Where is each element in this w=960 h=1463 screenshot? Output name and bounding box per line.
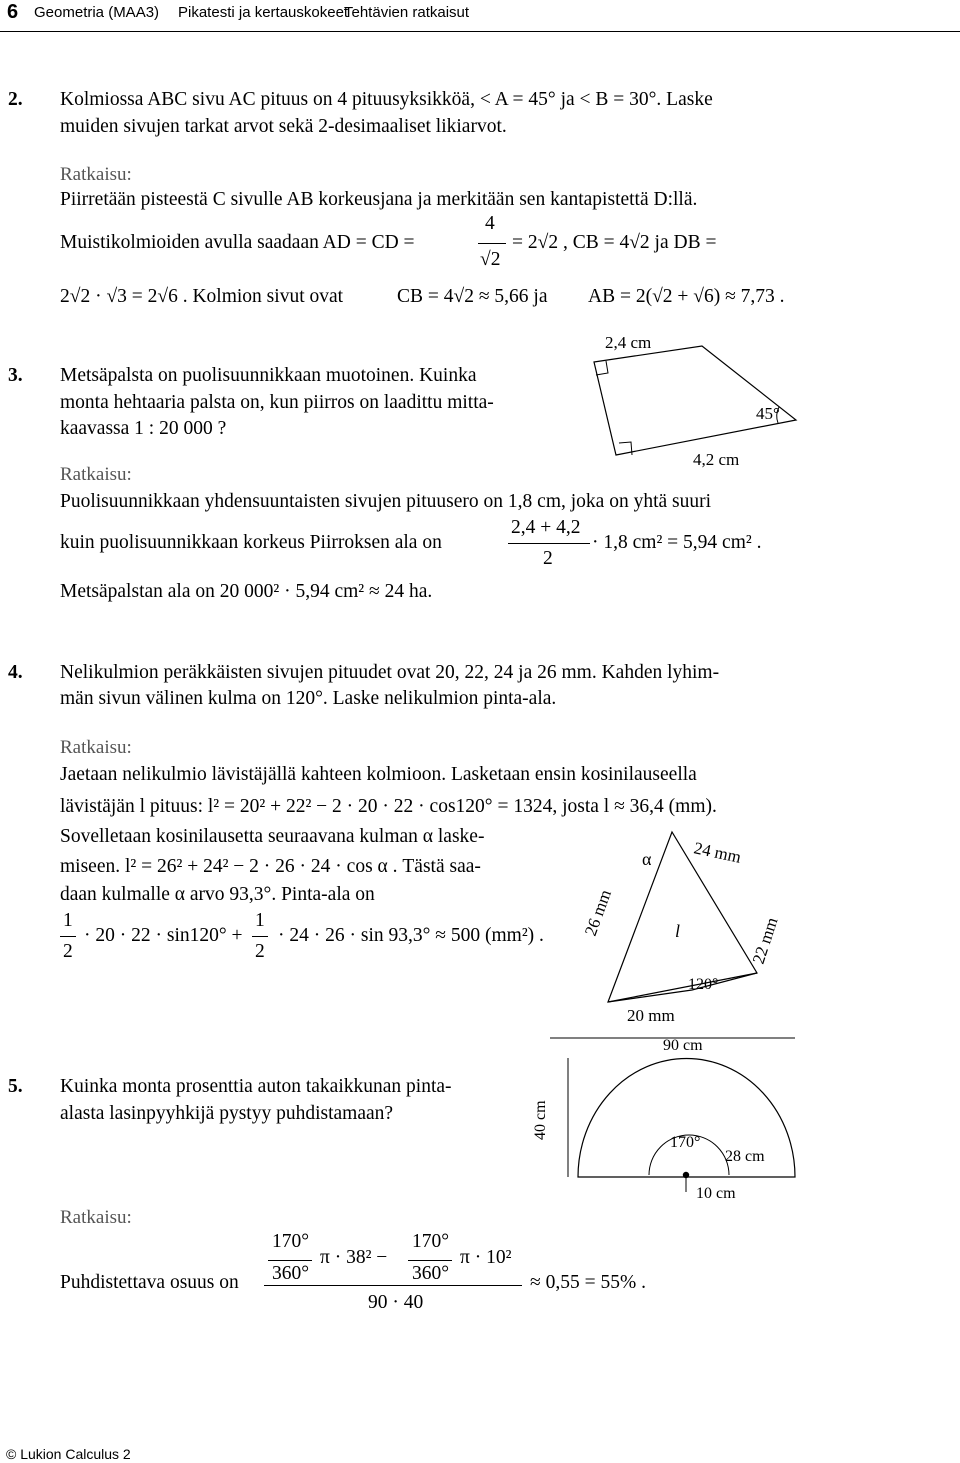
problem-5-main-bar xyxy=(264,1285,522,1286)
problem-4-line1: Nelikulmion peräkkäisten sivujen pituudet ovat 20, 22, 24 ja 26 mm. Kahden lyhim- xyxy=(60,662,720,683)
height-label: 40 cm xyxy=(532,1100,549,1140)
problem-5-pi2: π · 10² xyxy=(460,1247,512,1268)
problem-2-solution-2b: = 2√2 , CB = 4√2 ja DB = xyxy=(512,232,717,253)
wiper-angle-label: 170° xyxy=(670,1134,701,1151)
outer-radius-label: 28 cm xyxy=(725,1148,765,1165)
problem-3-solution-3: Metsäpalstan ala on 20 000² · 5,94 cm² ≈ 24 ha. xyxy=(60,581,433,602)
problem-2-line1: Kolmiossa ABC sivu AC pituus on 4 pituusyksikköä, < A = 45° ja < B = 30°. Laske xyxy=(60,89,713,110)
problem-2-frac-num: 4 xyxy=(485,213,495,234)
problem-2-solution-3b: CB = 4√2 ≈ 5,66 ja xyxy=(397,286,548,307)
alpha-label: α xyxy=(642,849,652,869)
problem-5-line2: alasta lasinpyyhkijä pystyy puhdistamaan? xyxy=(60,1103,394,1124)
problem-2-line2: muiden sivujen tarkat arvot sekä 2-desimaaliset likiarvot. xyxy=(60,116,507,137)
problem-2-number: 2. xyxy=(8,89,23,110)
problem-4-solution-1: Jaetaan nelikulmio lävistäjällä kahteen kolmioon. Lasketaan ensin kosinilauseella xyxy=(60,764,697,785)
problem-5-solution-prefix: Puhdistettava osuus on xyxy=(60,1272,239,1293)
problem-2-frac-bar xyxy=(478,243,506,244)
problem-4-solution-2: lävistäjän l pituus: l² = 20² + 22² − 2 · 20 · 22 · cos120° = 1324, josta l ≈ 36,4 (mm). xyxy=(60,796,717,817)
problem-3-line3: kaavassa 1 : 20 000 ? xyxy=(60,418,227,439)
footer-copyright: © Lukion Calculus 2 xyxy=(6,1446,131,1462)
problem-2-frac-den: √2 xyxy=(480,249,501,270)
problem-3-frac-bar xyxy=(508,543,590,544)
problem-4-half-den-1: 2 xyxy=(63,941,73,962)
problem-4-half-num-2: 1 xyxy=(255,910,265,931)
problem-3-solution-1: Puolisuunnikkaan yhdensuuntaisten sivujen pituusero on 1,8 cm, joka on yhtä suuri xyxy=(60,491,712,512)
side-right-label: 22 mm xyxy=(748,914,782,967)
wiper-figure xyxy=(520,1030,820,1215)
problem-3-line2: monta hehtaaria palsta on, kun piirros on laadittu mitta- xyxy=(60,392,494,413)
trapezoid-shape xyxy=(594,346,796,455)
problem-5-f2-den: 360° xyxy=(412,1263,450,1284)
problem-4-solution-5: daan kulmalle α arvo 93,3°. Pinta-ala on xyxy=(60,884,375,905)
page-number: 6 xyxy=(7,1,19,23)
problem-4-number: 4. xyxy=(8,662,23,683)
trapezoid-figure xyxy=(585,328,825,478)
header-course: Geometria (MAA3) xyxy=(34,4,160,21)
problem-3-line1: Metsäpalsta on puolisuunnikkaan muotoinen. Kuinka xyxy=(60,365,477,386)
problem-5-f2-num: 170° xyxy=(412,1231,450,1252)
problem-2-solution-3a: 2√2 · √3 = 2√6 . Kolmion sivut ovat xyxy=(60,286,344,307)
problem-4-half-bar-2 xyxy=(252,936,268,937)
problem-4-solution-3: Sovelletaan kosinilausetta seuraavana kulman α laske- xyxy=(60,826,485,847)
problem-5-number: 5. xyxy=(8,1076,23,1097)
problem-5-pi1: π · 38² − xyxy=(320,1247,388,1268)
problem-5-f2-bar xyxy=(408,1260,452,1261)
problem-5-line1: Kuinka monta prosenttia auton takaikkunan pinta- xyxy=(60,1076,452,1097)
problem-3-solution-2a: kuin puolisuunnikkaan korkeus Piirroksen ala on xyxy=(60,532,442,553)
header-rule xyxy=(0,31,960,32)
header-chapter: Tehtävien ratkaisut xyxy=(344,4,470,21)
problem-4-solution-6a: · 20 · 22 · sin120° + xyxy=(84,925,243,946)
width-label: 90 cm xyxy=(663,1037,703,1054)
problem-3-solution-2b: · 1,8 cm² = 5,94 cm² . xyxy=(592,532,762,553)
diagonal-label: l xyxy=(675,921,681,941)
problem-2-solution-3c: AB = 2(√2 + √6) ≈ 7,73 . xyxy=(588,286,785,307)
problem-2-solution-1: Piirretään pisteestä C sivulle AB korkeusjana ja merkitään sen kantapistettä D:llä. xyxy=(60,189,698,210)
problem-3-frac-den: 2 xyxy=(543,548,553,569)
problem-5-solution-label: Ratkaisu: xyxy=(60,1207,132,1228)
problem-4-half-den-2: 2 xyxy=(255,941,265,962)
problem-5-f1-num: 170° xyxy=(272,1231,310,1252)
header-section: Pikatesti ja kertauskokeet xyxy=(178,4,349,21)
problem-5-f1-bar xyxy=(268,1260,312,1261)
problem-3-solution-label: Ratkaisu: xyxy=(60,464,132,485)
side-top-label: 24 mm xyxy=(692,838,743,867)
side-left-label: 26 mm xyxy=(580,887,616,939)
problem-4-half-num-1: 1 xyxy=(63,910,73,931)
problem-2-solution-2a: Muistikolmioiden avulla saadaan AD = CD = xyxy=(60,232,415,253)
inner-radius-label: 10 cm xyxy=(696,1185,736,1202)
trapezoid-bottom-label: 4,2 cm xyxy=(693,450,740,469)
problem-4-solution-6b: · 24 · 26 · sin 93,3° ≈ 500 (mm²) . xyxy=(278,925,544,946)
angle-120-label: 120° xyxy=(688,976,719,993)
trapezoid-angle-label: 45° xyxy=(756,404,780,423)
diagonal-l xyxy=(608,973,757,1002)
problem-4-half-bar-1 xyxy=(60,936,76,937)
side-bottom-label: 20 mm xyxy=(627,1006,675,1025)
problem-2-solution-label: Ratkaisu: xyxy=(60,164,132,185)
problem-5-big-den: 90 · 40 xyxy=(368,1292,424,1313)
problem-3-frac-num: 2,4 + 4,2 xyxy=(511,517,581,538)
problem-4-line2: män sivun välinen kulma on 120°. Laske nelikulmion pinta-ala. xyxy=(60,688,557,709)
right-angle-marker-top xyxy=(596,361,608,375)
trapezoid-top-label: 2,4 cm xyxy=(605,333,652,352)
quadrilateral-figure xyxy=(575,825,800,1025)
problem-5-result: ≈ 0,55 = 55% . xyxy=(530,1272,646,1293)
problem-3-number: 3. xyxy=(8,365,23,386)
problem-4-solution-4: miseen. l² = 26² + 24² − 2 · 26 · 24 · cos α . Tästä saa- xyxy=(60,856,481,877)
problem-4-solution-label: Ratkaisu: xyxy=(60,737,132,758)
problem-5-f1-den: 360° xyxy=(272,1263,310,1284)
